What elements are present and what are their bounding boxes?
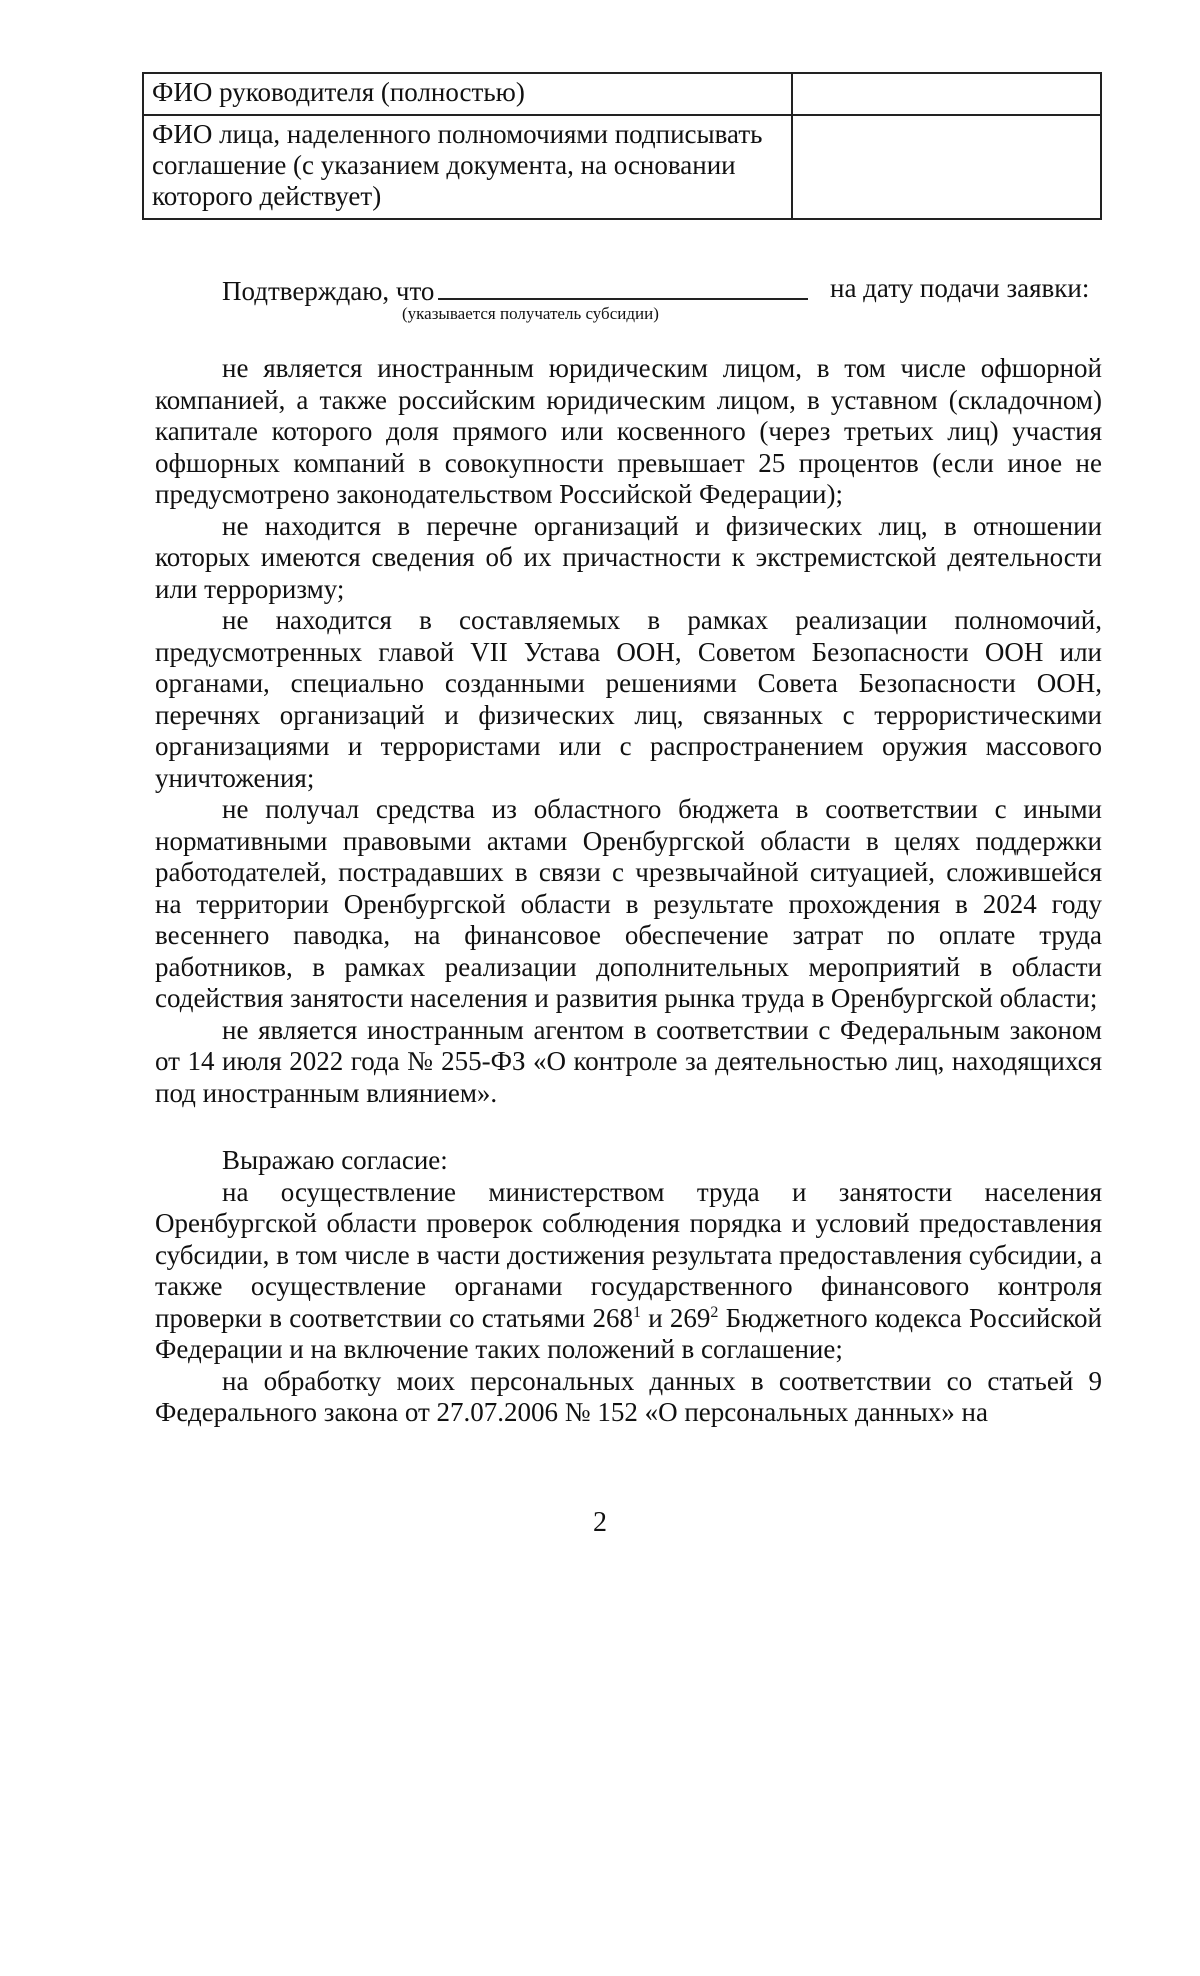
info-table bbox=[142, 72, 1102, 220]
consent-paragraph: на обработку моих персональных данных в соответствии со статьей 9 Федерального закона от 27.07.2006 № 152 «О персональных данных» на bbox=[155, 1365, 1102, 1427]
page-number: 2 bbox=[593, 1507, 607, 1538]
table-value-cell[interactable] bbox=[792, 73, 1101, 115]
statement-paragraph: не находится в перечне организаций и физических лиц, в отношении которых имеются сведения об их причастности к экстремистской деятельности или терроризму; bbox=[155, 510, 1102, 604]
recipient-blank-line[interactable] bbox=[438, 272, 808, 300]
table-value-cell[interactable] bbox=[792, 115, 1101, 219]
consent-text: на осуществление министерством труда и занятости населения Оренбургской области проверок соблюдения порядка и условий предоставления субсидии, в том числе в части достижения результата предоставления субсидии, а также осуществление органами государственного финансового контроля проверки в соответствии со статьями 268 bbox=[155, 1176, 1102, 1333]
consent-text: Бюджетного кодекса Российской Федерации и на включение таких положений в соглашение; bbox=[155, 1302, 1103, 1364]
table-row bbox=[143, 115, 1101, 219]
statement-paragraph: не получал средства из областного бюджета в соответствии с иными нормативными правовыми актами Оренбургской области в целях поддержки работодателей, пострадавших в связи с чрезвычайной ситуацией, сложившейся на территории Оренбургской области в результате прохождения в 2024 году весеннего паводка, на финансовое обеспечение затрат по оплате труда работников, в рамках реализации дополнительных мероприятий в области содействия занятости населения и развития рынка труда в Оренбургской области; bbox=[155, 794, 1102, 1013]
table-row bbox=[143, 73, 1101, 115]
table-label-cell: ФИО лица, наделенного полномочиями подписывать соглашение (с указанием документа, на основании которого действует) bbox=[143, 115, 792, 219]
statement-paragraph: не является иностранным агентом в соответствии с Федеральным законом от 14 июля 2022 года № 255-ФЗ «О контроле за деятельностью лиц, находящихся под иностранным влиянием». bbox=[155, 1014, 1102, 1108]
confirmation-line bbox=[222, 272, 1102, 307]
confirm-lead-text: Подтверждаю, что bbox=[222, 276, 435, 306]
confirm-after-text: на дату подачи заявки: bbox=[830, 273, 1090, 303]
statement-paragraph: не является иностранным юридическим лицом, в том числе офшорной компанией, а также российским юридическим лицом, в уставном (складочном) капитале которого доля прямого или косвенного (через третьих лиц) участия офшорных компаний в совокупности превышает 25 процентов (если иное не предусмотрено законодательством Российской Федерации); bbox=[155, 353, 1102, 509]
recipient-hint: (указывается получатель субсидии) bbox=[402, 304, 659, 323]
statement-paragraph: не находится в составляемых в рамках реализации полномочий, предусмотренных главой VII Устава ООН, Советом Безопасности ООН или органами, специально созданными решениями Совета Безопасности ООН, перечнях организаций и физических лиц, связанных с террористическими организациями и террористами или с распространением оружия массового уничтожения; bbox=[155, 605, 1102, 793]
document-body bbox=[155, 353, 1102, 1429]
table-label-cell: ФИО руководителя (полностью) bbox=[143, 73, 792, 115]
superscript: 2 bbox=[710, 1303, 719, 1321]
spacer bbox=[155, 1109, 1102, 1145]
consent-paragraph bbox=[155, 1177, 1102, 1366]
consent-heading: Выражаю согласие: bbox=[222, 1145, 448, 1175]
superscript: 1 bbox=[632, 1303, 641, 1321]
consent-text: и 269 bbox=[640, 1302, 711, 1333]
